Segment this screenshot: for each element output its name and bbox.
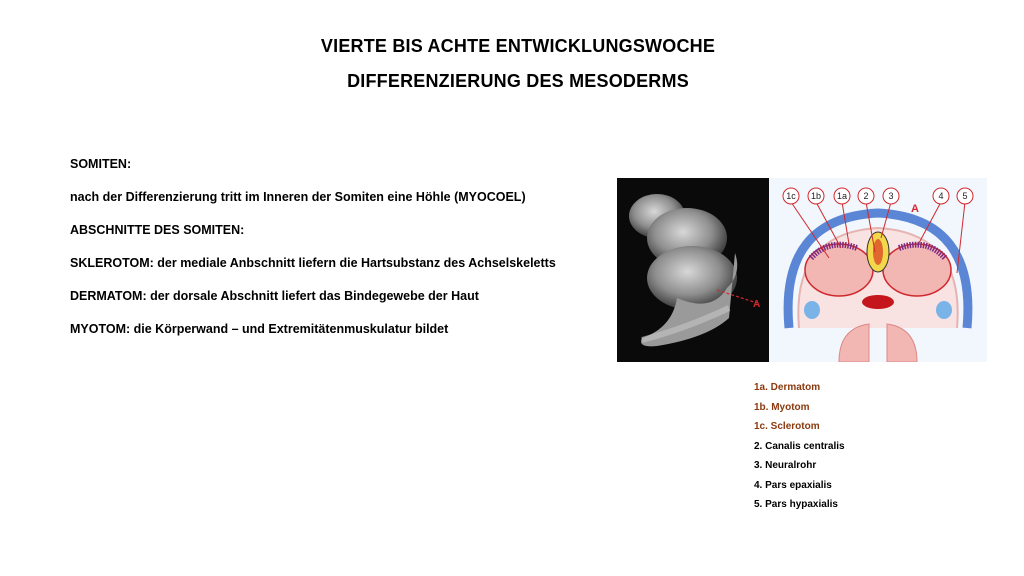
legend-item-dermatom: 1a. Dermatom xyxy=(754,382,821,393)
label-1b: 1b xyxy=(810,191,822,201)
dermatom-text: DERMATOM: der dorsale Abschnitt liefert das Bindegewebe der Haut xyxy=(70,289,479,303)
somiten-heading: SOMITEN: xyxy=(70,157,132,171)
sklerotom-text: SKLEROTOM: der mediale Anbschnitt liefern die Hartsubstanz des Achselskeletts xyxy=(70,256,556,270)
label-5: 5 xyxy=(962,191,968,201)
legend-item-sclerotom: 1c. Sclerotom xyxy=(754,421,820,432)
myotom-text: MYOTOM: die Körperwand – und Extremitätenmuskulatur bildet xyxy=(70,322,449,336)
content-block xyxy=(70,156,556,354)
photo-label-a: A xyxy=(753,299,761,310)
legend-item-epaxialis: 4. Pars epaxialis xyxy=(754,479,832,491)
legend-item-hypaxialis: 5. Pars hypaxialis xyxy=(754,499,838,510)
label-4: 4 xyxy=(938,191,944,201)
legend-item-canalis: 2. Canalis centralis xyxy=(754,440,845,452)
legend-item-myotom: 1b. Myotom xyxy=(754,401,810,413)
myocoel-text: nach der Differenzierung tritt im Inneren der Somiten eine Höhle (MYOCOEL) xyxy=(70,190,526,204)
diagram-label-a: A xyxy=(911,203,919,215)
label-3: 3 xyxy=(888,191,894,201)
slide-subtitle: DIFFERENZIERUNG DES MESODERMS xyxy=(347,71,689,91)
label-1c: 1c xyxy=(786,191,796,201)
legend xyxy=(754,381,845,518)
slide-title: VIERTE BIS ACHTE ENTWICKLUNGSWOCHE xyxy=(320,36,716,56)
label-1a: 1a xyxy=(836,191,848,201)
label-2: 2 xyxy=(863,191,869,201)
somite-diagram xyxy=(769,178,987,362)
abschnitte-heading: ABSCHNITTE DES SOMITEN: xyxy=(70,223,245,237)
legend-item-neuralrohr: 3. Neuralrohr xyxy=(754,460,817,471)
embryo-photo xyxy=(617,178,769,362)
